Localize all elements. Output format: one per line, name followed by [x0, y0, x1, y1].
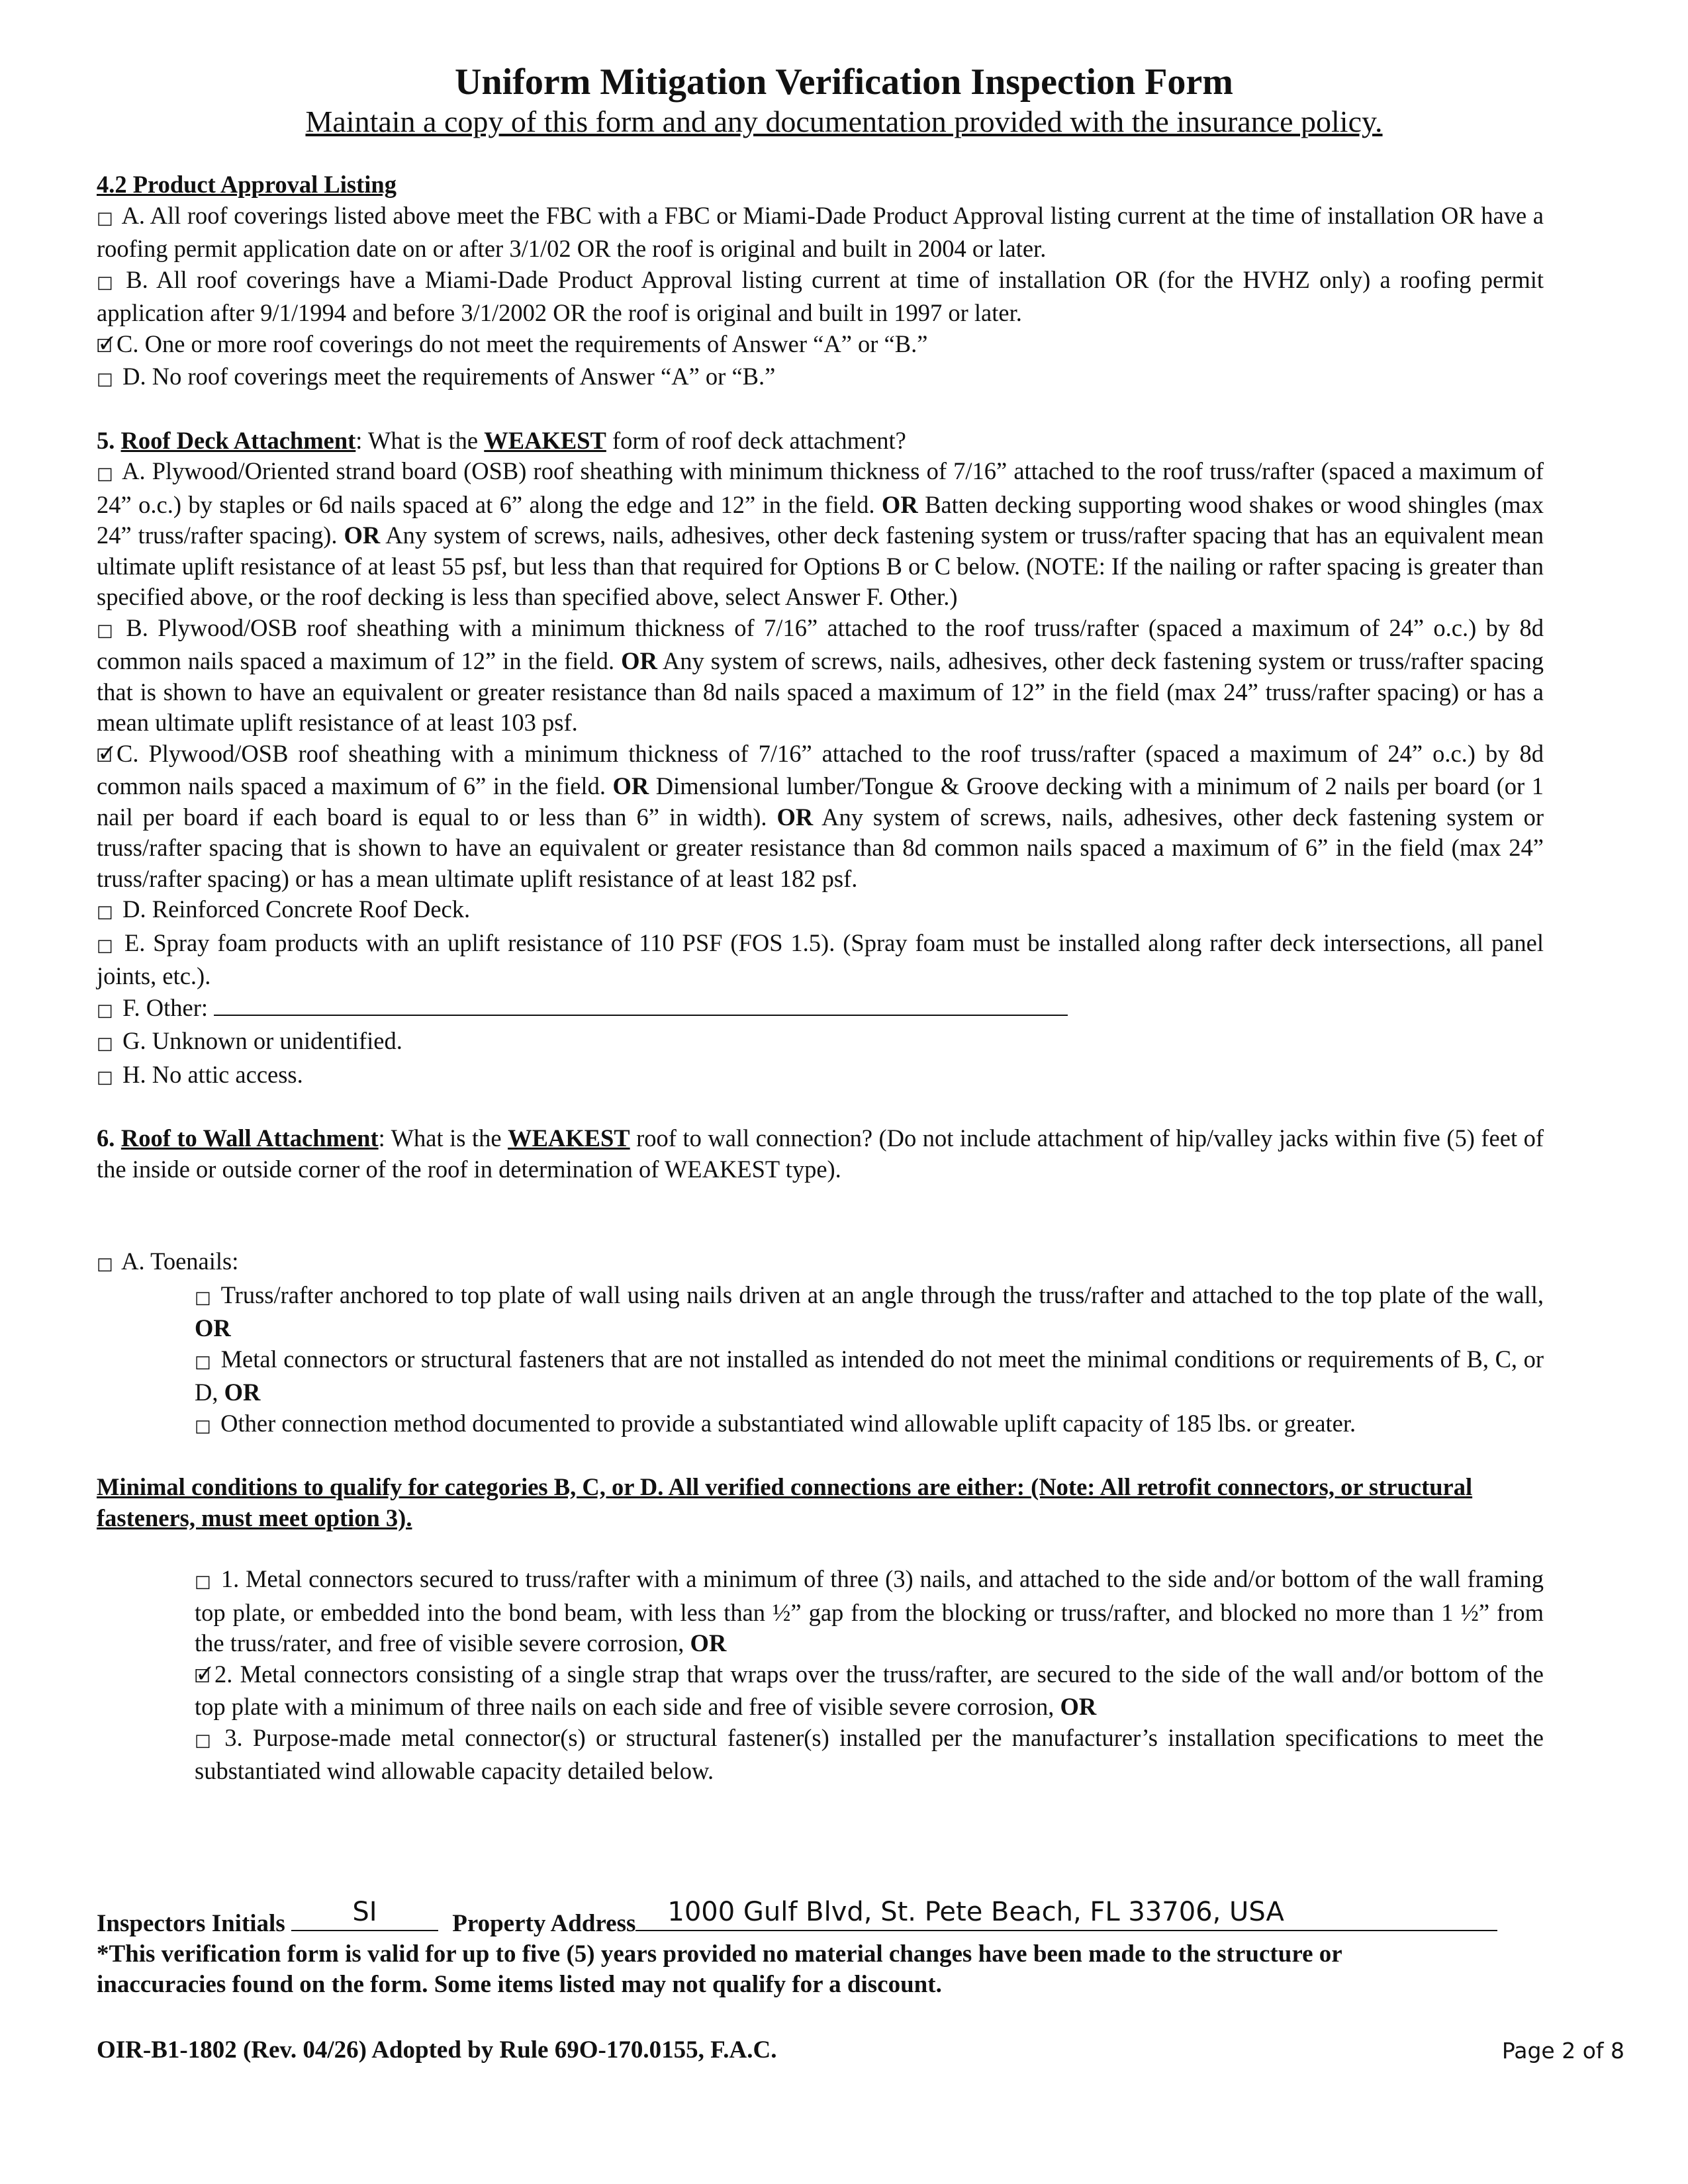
condition-2: 🗹 2. Metal connectors consisting of a single strap that wraps over the truss/rafter, are secured to the side of the wall and/or bottom of the top plate with a minimum of three nails on each side and free of visible severe corrosion, OR: [195, 1660, 1544, 1720]
inspector-initials-field[interactable]: SI: [291, 1906, 438, 1931]
form-subtitle: Maintain a copy of this form and any documentation provided with the insurance policy.: [305, 105, 1383, 138]
minimal-conditions-heading: Minimal conditions to qualify for categories B, C, or D. All verified connections are either: (Note: All retrofit connectors, or structural fasteners, must meet option 3).: [97, 1473, 1473, 1531]
form-title: Uniform Mitigation Verification Inspection Form: [455, 62, 1233, 103]
unchecked-box-icon[interactable]: □: [97, 464, 113, 484]
unchecked-box-icon[interactable]: □: [195, 1572, 211, 1592]
signature-row: [97, 1897, 1553, 1939]
other-text-field[interactable]: [214, 992, 1068, 1016]
option-5-g: □ G. Unknown or unidentified.: [97, 1026, 1544, 1060]
checked-box-icon[interactable]: 🗹: [97, 334, 113, 357]
unchecked-box-icon[interactable]: □: [195, 1351, 211, 1372]
unchecked-box-icon[interactable]: □: [97, 1254, 113, 1274]
option-5-d: □ D. Reinforced Concrete Roof Deck.: [97, 894, 1544, 928]
section-5-title: Roof Deck Attachment: [120, 426, 356, 454]
option-4-2-a: □ A. All roof coverings listed above meet the FBC with a FBC or Miami-Dade Product Approval listing current at the time of installation OR have a roofing permit application date on or after 3/1/02 OR the roof is original and built in 2004 or later.: [97, 201, 1544, 262]
section-4-2-heading: 4.2 Product Approval Listing: [97, 171, 397, 198]
option-6-a-sub-3: □ Other connection method documented to provide a substantiated wind allowable uplift capacity of 185 lbs. or greater.: [97, 1408, 1544, 1442]
option-5-c: 🗹 C. Plywood/OSB roof sheathing with a minimum thickness of 7/16” attached to the roof truss/rafter (spaced a maximum of 24” o.c.) by 8d common nails spaced a maximum of 6” in the field. OR Dimensional lumber/Tongue & Groove decking with a minimum of 2 nails per board (or 1 nail per board if each board is equal to or less than 6” in width). OR Any system of screws, nails, adhesives, other deck fastening system or truss/rafter spacing that is shown to have an equivalent or greater resistance than 8d common nails spaced a maximum of 6” in the field (max 24” truss/rafter spacing) or has a mean ultimate uplift resistance of at least 182 psf.: [97, 739, 1544, 892]
form-number: OIR-B1-1802 (Rev. 04/26) Adopted by Rule 69O-170.0155, F.A.C.: [97, 2036, 777, 2064]
option-5-b: □ B. Plywood/OSB roof sheathing with a minimum thickness of 7/16” attached to the roof truss/rafter (spaced a maximum of 24” o.c.) by 8d common nails spaced a maximum of 12” in the field. OR Any system of screws, nails, adhesives, other deck fastening system or truss/rafter spacing that is shown to have an equivalent or greater resistance than 8d nails spaced a maximum of 12” in the field (max 24” truss/rafter spacing) or has a mean ultimate uplift resistance of at least 103 psf.: [97, 614, 1544, 736]
unchecked-box-icon[interactable]: □: [97, 1067, 113, 1087]
unchecked-box-icon[interactable]: □: [97, 208, 113, 228]
option-5-f: □ F. Other:: [97, 992, 1544, 1026]
inspector-initials-label: Inspectors Initials: [97, 1910, 285, 1937]
page-number: Page 2 of 8: [1501, 2038, 1624, 2064]
unchecked-box-icon[interactable]: □: [97, 272, 113, 293]
option-6-a-sub-1: □ Truss/rafter anchored to top plate of wall using nails driven at an angle through the truss/rafter and attached to the top plate of the wall, OR: [195, 1281, 1544, 1342]
option-6-a: □ A. Toenails:: [97, 1246, 1544, 1280]
option-5-a: □ A. Plywood/Oriented strand board (OSB) roof sheathing with minimum thickness of 7/16” attached to the roof truss/rafter (spaced a maximum of 24” o.c.) by staples or 6d nails spaced at 6” along the edge and 12” in the field. OR Batten decking supporting wood shakes or wood shingles (max 24” truss/rafter spacing). OR Any system of screws, nails, adhesives, other deck fastening system or truss/rafter spacing that has an equivalent mean ultimate uplift resistance of at least 55 psf, but less than that required for Options B or C below. (NOTE: If the nailing or rafter spacing is greater than specified above, or the roof decking is less than specified above, select Answer F. Other.): [97, 457, 1544, 610]
property-address-label: Property Address: [452, 1910, 636, 1937]
option-5-h: □ H. No attic access.: [97, 1060, 1544, 1093]
unchecked-box-icon[interactable]: □: [97, 1034, 113, 1054]
condition-1: □ 1. Metal connectors secured to truss/rafter with a minimum of three (3) nails, and attached to the side and/or bottom of the wall framing top plate, or embedded into the bond beam, with less than ½” gap from the blocking or truss/rafter, and blocked no more than 1 ½” from the truss/rater, and free of visible severe corrosion, OR: [195, 1565, 1544, 1657]
option-4-2-b: □ B. All roof coverings have a Miami-Dade Product Approval listing current at time of installation OR (for the HVHZ only) a roofing permit application after 9/1/1994 and before 3/1/2002 OR the roof is original and built in 1997 or later.: [97, 265, 1544, 326]
option-4-2-c: 🗹 C. One or more roof coverings do not meet the requirements of Answer “A” or “B.”: [97, 329, 1544, 362]
option-5-e: □ E. Spray foam products with an uplift resistance of 110 PSF (FOS 1.5). (Spray foam must be installed along rafter deck intersections, all panel joints, etc.).: [97, 929, 1544, 989]
checked-box-icon[interactable]: 🗹: [195, 1664, 211, 1687]
option-4-2-d: □ D. No roof coverings meet the requirements of Answer “A” or “B.”: [97, 361, 1544, 395]
unchecked-box-icon[interactable]: □: [195, 1730, 211, 1751]
section-5-question: 5. Roof Deck Attachment: What is the WEAKEST form of roof deck attachment?: [97, 426, 906, 454]
section-6-title: Roof to Wall Attachment: [120, 1124, 379, 1152]
unchecked-box-icon[interactable]: □: [195, 1416, 211, 1436]
unchecked-box-icon[interactable]: □: [97, 620, 113, 641]
validity-note: *This verification form is valid for up to five (5) years provided no material changes have been made to the structure or inaccuracies found on the form. Some items listed may not qualify for a discount.: [97, 1940, 1342, 1998]
unchecked-box-icon[interactable]: □: [97, 935, 113, 956]
unchecked-box-icon[interactable]: □: [97, 369, 113, 389]
property-address-field[interactable]: 1000 Gulf Blvd, St. Pete Beach, FL 33706, USA: [635, 1906, 1497, 1931]
form-body: [97, 169, 1544, 1787]
unchecked-box-icon[interactable]: □: [195, 1287, 211, 1308]
section-6-question: 6. Roof to Wall Attachment: What is the WEAKEST roof to wall connection? (Do not include attachment of hip/valley jacks within five (5) feet of the inside or outside corner of the roof in determination of WEAKEST type).: [97, 1124, 1544, 1183]
unchecked-box-icon[interactable]: □: [97, 1000, 113, 1021]
checked-box-icon[interactable]: 🗹: [97, 744, 113, 766]
option-6-a-sub-2: □ Metal connectors or structural fasteners that are not installed as intended do not meet the minimal conditions or requirements of B, C, or D, OR: [195, 1345, 1544, 1406]
unchecked-box-icon[interactable]: □: [97, 902, 113, 922]
condition-3: □ 3. Purpose-made metal connector(s) or structural fastener(s) installed per the manufacturer’s installation specifications to meet the substantiated wind allowable capacity detailed below.: [195, 1723, 1544, 1784]
